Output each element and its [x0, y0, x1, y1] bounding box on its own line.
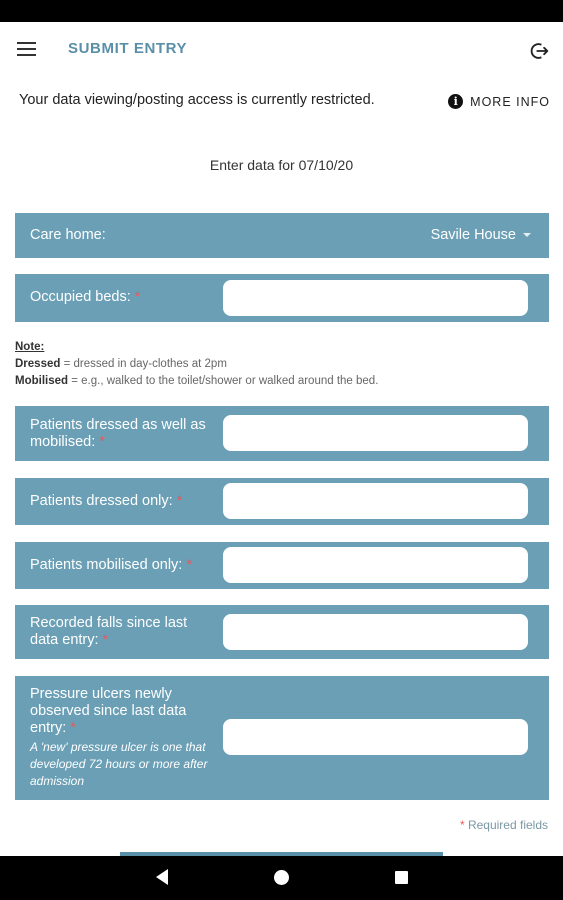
recent-apps-icon[interactable] — [395, 871, 408, 884]
dressed-only-label: Patients dressed only: * — [30, 493, 183, 509]
dressed-and-mobilised-label: Patients dressed as well as mobilised: * — [30, 417, 206, 450]
dressed-and-mobilised-row — [15, 406, 549, 461]
pressure-ulcers-label: Pressure ulcers newly observed since last data entry: * A 'new' pressure ulcer is one that developed 72 hours or more after admission — [30, 686, 220, 790]
required-fields-note: * Required fields — [459, 818, 548, 832]
pressure-ulcers-row — [15, 676, 549, 800]
system-nav-bar — [0, 856, 563, 900]
dressed-and-mobilised-input[interactable] — [223, 415, 528, 451]
hamburger-menu-icon[interactable] — [17, 42, 36, 56]
care-home-label: Care home: — [30, 227, 106, 243]
occupied-beds-input[interactable] — [223, 280, 528, 316]
note-dressed: Dressed = dressed in day-clothes at 2pm — [15, 358, 227, 370]
mobilised-only-row — [15, 542, 549, 589]
restriction-message: Your data viewing/posting access is currently restricted. — [19, 92, 375, 108]
page-title: SUBMIT ENTRY — [68, 40, 188, 57]
recorded-falls-input[interactable] — [223, 614, 528, 650]
pressure-ulcers-hint: A 'new' pressure ulcer is one that developed 72 hours or more after admission — [30, 740, 208, 788]
more-info-button[interactable] — [448, 94, 550, 109]
dropdown-arrow-icon — [523, 233, 531, 237]
pressure-ulcers-input[interactable] — [223, 719, 528, 755]
app-bar — [0, 22, 563, 78]
dressed-only-row — [15, 478, 549, 525]
care-home-value: Savile House — [430, 227, 516, 243]
dressed-only-input[interactable] — [223, 483, 528, 519]
home-icon[interactable] — [274, 870, 289, 885]
recorded-falls-row — [15, 605, 549, 659]
note-mobilised: Mobilised = e.g., walked to the toilet/shower or walked around the bed. — [15, 375, 379, 387]
note-block — [15, 339, 378, 390]
recorded-falls-label: Recorded falls since last data entry: * — [30, 615, 188, 648]
occupied-beds-label: Occupied beds: * — [30, 289, 141, 305]
care-home-row — [15, 213, 549, 258]
mobilised-only-label: Patients mobilised only: * — [30, 557, 193, 573]
care-home-select[interactable] — [431, 227, 531, 243]
enter-date-text: Enter data for 07/10/20 — [209, 157, 354, 173]
occupied-beds-row — [15, 274, 549, 322]
note-title: Note: — [15, 341, 45, 353]
back-icon[interactable] — [156, 869, 168, 885]
more-info-label: MORE INFO — [470, 94, 550, 109]
logout-icon[interactable] — [529, 40, 551, 62]
status-bar — [0, 0, 563, 22]
info-icon: i — [448, 94, 463, 109]
mobilised-only-input[interactable] — [223, 547, 528, 583]
